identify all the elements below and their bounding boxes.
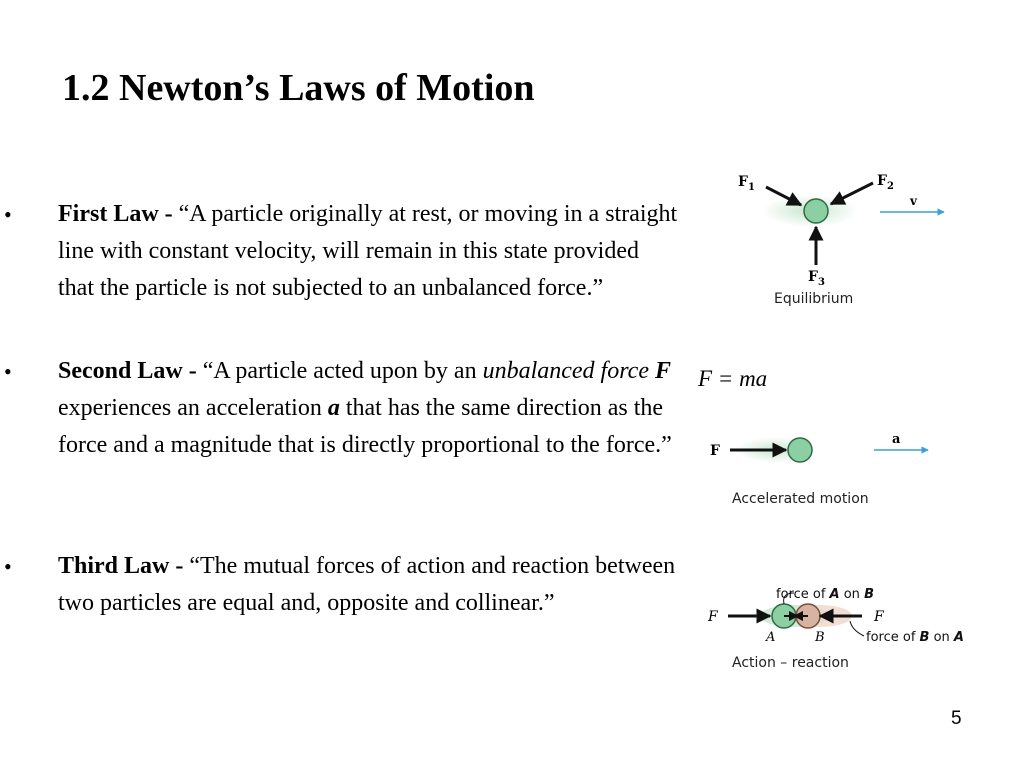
unbalanced-force-term: unbalanced force	[482, 358, 649, 384]
first-law-statement: “A particle originally at rest, or moving in a straight line with constant velocity, will remain in this state provided that the particle is not subjected to an unbalanced force.”	[58, 201, 678, 301]
particle	[804, 199, 828, 223]
accelerated-caption: Accelerated motion	[732, 491, 869, 507]
acceleration-label: a	[892, 432, 901, 447]
acceleration-symbol: a	[327, 395, 340, 421]
force-label: F	[710, 443, 720, 459]
force-f2-arrow	[831, 183, 873, 204]
second-law-part-c: that has the same direction as the force and a magnitude that is directly proportional to the force.”	[58, 395, 672, 458]
formula-f-equals-ma: F = ma	[698, 366, 768, 391]
bullet: •	[4, 554, 12, 579]
third-law-statement: “The mutual forces of action and reaction between two particles are equal and, opposite and collinear.”	[58, 553, 676, 616]
bullet: •	[4, 359, 12, 384]
label-b: B	[815, 630, 825, 645]
accelerated-motion-figure	[704, 425, 944, 515]
first-law-name: First Law -	[58, 201, 179, 227]
particle	[788, 438, 812, 462]
label-a: A	[766, 630, 776, 645]
action-reaction-caption: Action – reaction	[732, 655, 849, 671]
second-law-name: Second Law -	[58, 358, 203, 384]
third-law-name: Third Law -	[58, 553, 190, 579]
force-symbol: F	[654, 358, 671, 384]
f3-label: $F_3$	[808, 269, 825, 288]
annotation-force-a-on-b: force of A on B	[776, 587, 874, 602]
slide-title: 1.2 Newton’s Laws of Motion	[62, 67, 535, 109]
second-law-text	[58, 353, 678, 464]
velocity-label: v	[910, 194, 917, 208]
f1-label: $F_1$	[738, 174, 755, 193]
second-law-part-a: “A particle acted upon by an	[202, 358, 483, 384]
third-law-text	[58, 548, 678, 622]
second-law-part-b: experiences an acceleration	[58, 395, 328, 421]
equilibrium-caption: Equilibrium	[774, 291, 854, 307]
force-right-label: F	[874, 609, 884, 625]
f2-label: $F_2$	[877, 173, 894, 192]
page-number: 5	[951, 708, 962, 729]
annotation-pointer-bottom	[850, 621, 864, 636]
annotation-force-b-on-a: force of B on A	[866, 630, 964, 645]
first-law-text	[58, 196, 678, 307]
force-left-label: F	[708, 609, 718, 625]
equilibrium-figure	[730, 165, 970, 315]
bullet: •	[4, 202, 12, 227]
action-reaction-figure	[702, 585, 1002, 675]
